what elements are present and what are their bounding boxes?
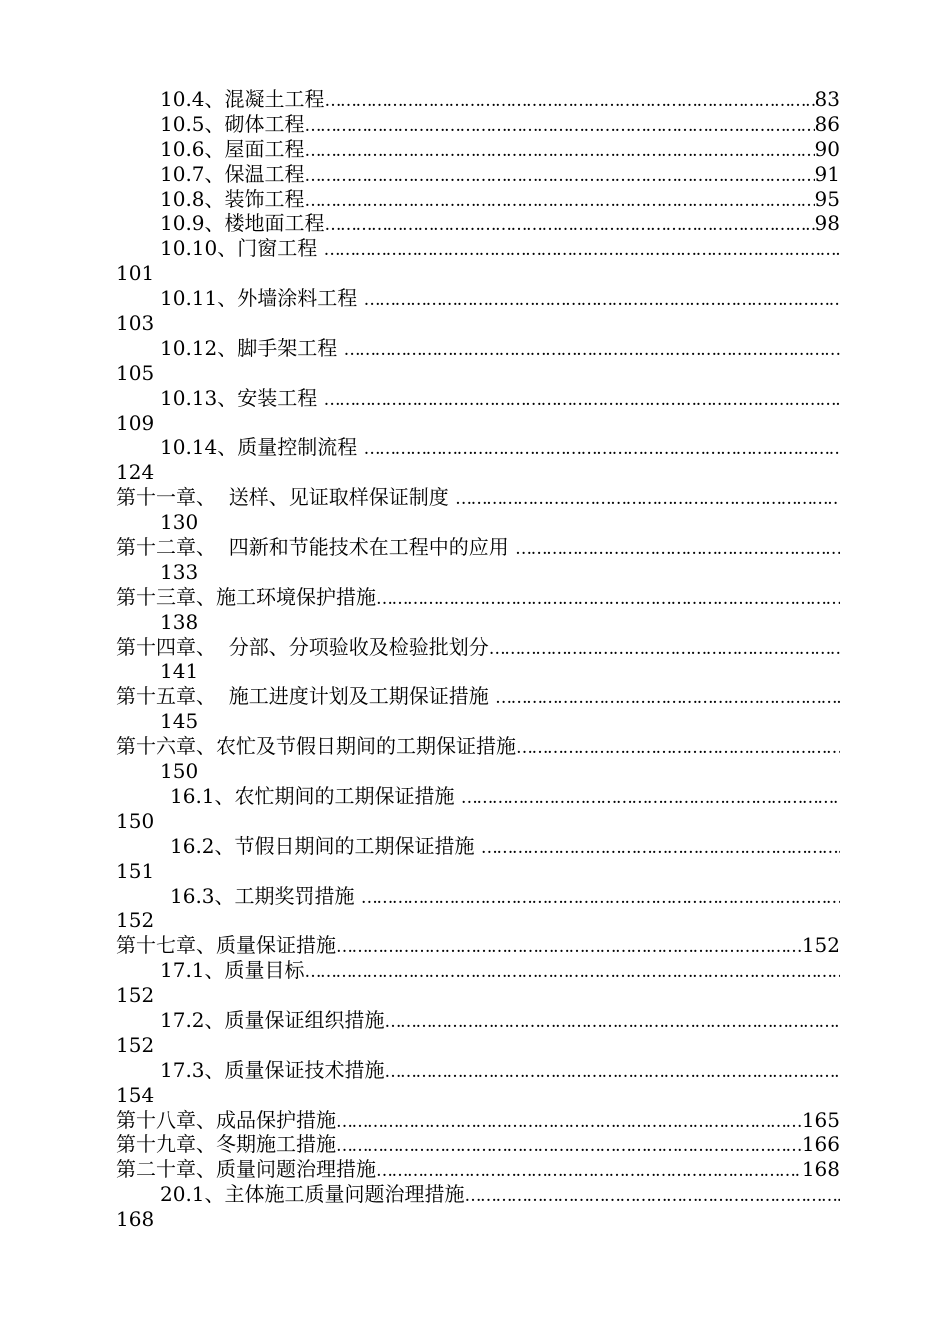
toc-entry-label: 第十二章、 四新和节能技术在工程中的应用 [116,535,516,560]
toc-page-number: 109 [116,410,155,435]
toc-entry[interactable] [116,386,840,411]
toc-entry-label: 第十五章、 施工进度计划及工期保证措施 [116,684,496,709]
toc-entry-row [116,211,840,236]
toc-entry-label: 17.1、质量目标 [160,958,305,983]
toc-page-number: 124 [116,460,155,485]
toc-entry-row [116,286,840,311]
toc-leader-dots [305,960,840,983]
toc-entry[interactable] [116,112,840,137]
toc-leader-dots [305,139,815,162]
toc-leader-dots [385,1060,840,1083]
toc-entry-row [116,1182,840,1207]
toc-leader-dots [364,288,840,311]
toc-entry-label: 10.5、砌体工程 [160,111,305,136]
toc-entry-label: 第十一章、 送样、见证取样保证制度 [116,485,456,510]
toc-entry-label: 第十九章、冬期施工措施 [116,1132,336,1157]
toc-leader-dots [361,886,840,909]
toc-page-number: 154 [116,1082,155,1107]
toc-entry[interactable] [116,211,840,236]
toc-entry-label: 第十四章、 分部、分项验收及检验批划分 [116,634,489,659]
toc-leader-dots [489,637,840,660]
toc-page-number: 138 [160,609,199,634]
toc-entry-row [116,585,840,610]
toc-entry[interactable] [116,236,840,261]
toc-entry-row [116,187,840,212]
toc-entry-row [116,635,840,660]
toc-entry-row [116,784,840,809]
toc-entry-row [116,1108,840,1133]
toc-leader-dots [376,1159,802,1182]
toc-page-number: 152 [116,1032,155,1057]
toc-entry-label: 10.11、外墙涂料工程 [160,286,364,311]
toc-entry[interactable] [116,336,840,361]
toc-entry-row [116,834,840,859]
toc-entry-row [116,734,840,759]
toc-entry[interactable] [116,585,840,610]
toc-entry-row [116,485,840,510]
toc-leader-dots [481,836,840,859]
toc-entry-label: 10.13、安装工程 [160,385,324,410]
toc-entry-row [116,1008,840,1033]
toc-page-number: 165 [801,1107,840,1132]
toc-page-number: 151 [116,858,155,883]
toc-entry[interactable] [116,137,840,162]
toc-page-number: 145 [160,709,199,734]
toc-entry-label: 第十七章、质量保证措施 [116,933,336,958]
toc-entry-row [116,137,840,162]
toc-entry-label: 第十三章、施工环境保护措施 [116,584,376,609]
toc-page-number: 91 [814,161,840,186]
toc-leader-dots [336,935,802,958]
toc-entry[interactable] [116,1157,840,1182]
toc-page-number: 150 [160,759,199,784]
toc-page-number: 86 [814,111,840,136]
toc-entry[interactable] [116,734,840,759]
toc-entry[interactable] [116,435,840,460]
toc-leader-dots [305,114,815,137]
toc-page-number: 150 [116,808,155,833]
toc-leader-dots [344,338,840,361]
toc-page-number: 90 [814,136,840,161]
table-of-contents [116,87,840,1232]
toc-entry-label: 10.9、楼地面工程 [160,211,325,236]
toc-entry[interactable] [116,1108,840,1133]
toc-entry-row [116,884,840,909]
toc-entry-label: 10.4、混凝土工程 [160,87,325,111]
toc-page-number: 101 [116,261,155,286]
toc-entry-row [116,933,840,958]
toc-entry-row [116,684,840,709]
toc-entry-label: 16.3、工期奖罚措施 [170,883,361,908]
toc-entry-row [116,958,840,983]
toc-entry-label: 第二十章、质量问题治理措施 [116,1157,376,1182]
toc-page-number: 98 [814,211,840,236]
toc-entry[interactable] [116,162,840,187]
toc-entry-label: 10.10、门窗工程 [160,236,324,261]
toc-entry[interactable] [116,1058,840,1083]
toc-page-number: 141 [160,659,199,684]
toc-leader-dots [336,1110,802,1133]
toc-page-number: 95 [814,186,840,211]
toc-entry[interactable] [116,834,840,859]
toc-leader-dots [305,189,815,212]
toc-entry-label: 16.2、节假日期间的工期保证措施 [170,833,481,858]
toc-page-number: 130 [160,510,199,535]
toc-entry-row [116,1157,840,1182]
toc-entry[interactable] [116,884,840,909]
toc-leader-dots [385,1010,840,1033]
toc-page-number: 168 [116,1207,155,1232]
toc-leader-dots [376,587,840,610]
toc-entry[interactable] [116,485,840,510]
toc-entry-row [116,112,840,137]
toc-entry-label: 10.8、装饰工程 [160,186,305,211]
toc-leader-dots [325,89,815,112]
toc-entry-row [116,162,840,187]
toc-leader-dots [305,164,815,187]
toc-page-number: 105 [116,360,155,385]
toc-entry-label: 16.1、农忙期间的工期保证措施 [170,783,461,808]
toc-entry-label: 17.3、质量保证技术措施 [160,1057,385,1082]
toc-entry[interactable] [116,535,840,560]
toc-entry-row [116,435,840,460]
toc-entry-row [116,535,840,560]
toc-entry[interactable] [116,286,840,311]
toc-page-number: 103 [116,311,155,336]
toc-leader-dots [336,1134,802,1157]
toc-entry-row [116,236,840,261]
toc-entry-label: 17.2、质量保证组织措施 [160,1007,385,1032]
toc-entry-row [116,336,840,361]
toc-leader-dots [461,786,840,809]
toc-entry[interactable] [116,87,840,112]
toc-page-number: 168 [801,1157,840,1182]
toc-leader-dots [465,1184,840,1207]
toc-entry-row [116,1132,840,1157]
toc-entry-label: 第十八章、成品保护措施 [116,1107,336,1132]
toc-entry[interactable] [116,784,840,809]
toc-leader-dots [325,213,815,236]
toc-entry-label: 第十六章、农忙及节假日期间的工期保证措施 [116,734,516,759]
toc-page-number: 152 [116,908,155,933]
toc-page-number: 83 [814,87,840,111]
toc-entry[interactable] [116,958,840,983]
toc-entry[interactable] [116,187,840,212]
toc-entry-label: 10.14、质量控制流程 [160,435,364,460]
toc-entry[interactable] [116,933,840,958]
toc-leader-dots [455,487,840,510]
toc-leader-dots [324,238,840,261]
toc-entry[interactable] [116,1008,840,1033]
toc-leader-dots [495,686,840,709]
toc-page-number: 152 [801,933,840,958]
toc-leader-dots [515,537,840,560]
toc-entry-row [116,386,840,411]
toc-entry[interactable] [116,684,840,709]
toc-entry-label: 10.7、保温工程 [160,161,305,186]
toc-entry[interactable] [116,635,840,660]
toc-leader-dots [364,437,840,460]
toc-entry-label: 10.6、屋面工程 [160,136,305,161]
toc-entry[interactable] [116,1182,840,1207]
toc-entry-label: 20.1、主体施工质量问题治理措施 [160,1182,465,1207]
toc-entry-row [116,1058,840,1083]
toc-page-number: 133 [160,559,199,584]
toc-page-number: 166 [801,1132,840,1157]
toc-leader-dots [516,736,840,759]
toc-entry-row [116,87,840,112]
toc-leader-dots [324,388,840,411]
toc-entry[interactable] [116,1132,840,1157]
toc-page-number: 152 [116,983,155,1008]
toc-entry-label: 10.12、脚手架工程 [160,335,344,360]
